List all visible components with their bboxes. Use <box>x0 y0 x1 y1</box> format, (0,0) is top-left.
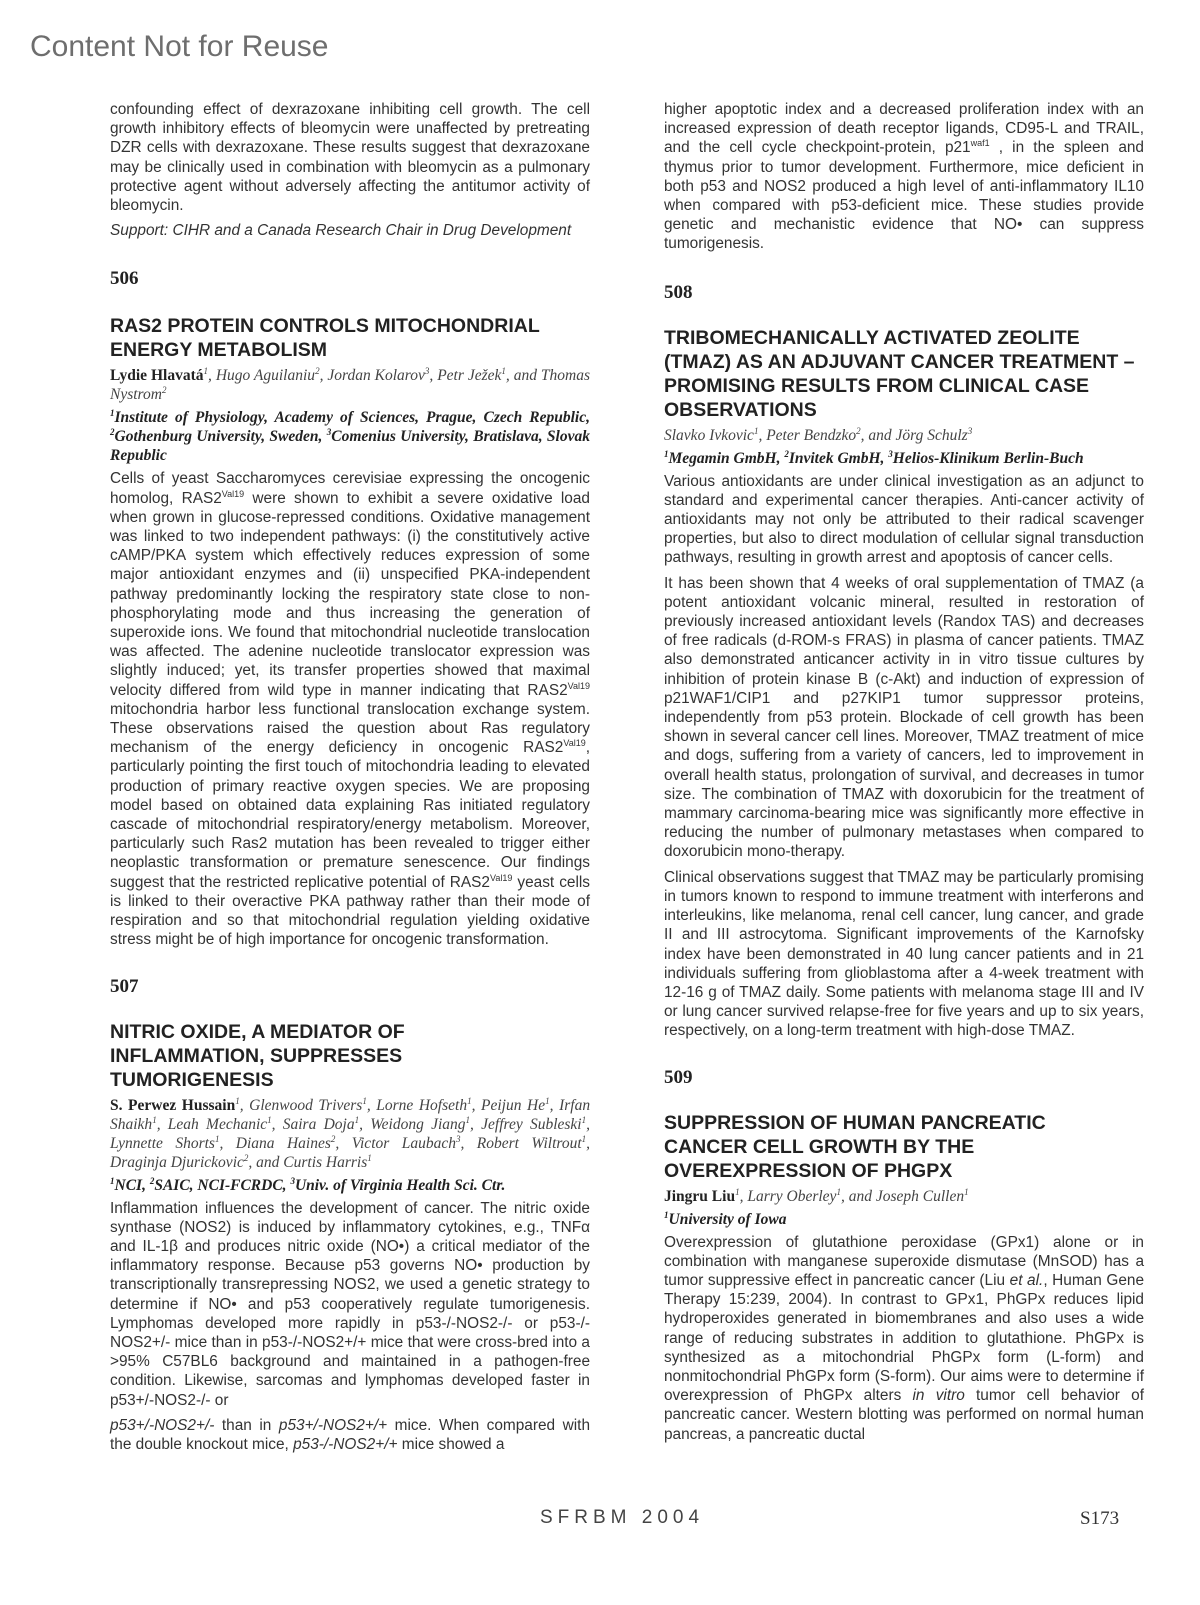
abstract-body: Overexpression of glutathione peroxidase (GPx1) alone or in combination with manganese superoxide dismutase (MnSOD) has a tumor suppressive effect in pancreatic cancer (Liu et al., Human Gene Therapy 15:239, 2004). In contrast to GPx1, PhGPx reduces lipid hydroperoxides generated in biomembranes and also uses a wide range of reducing substrates in addition to glutathione. PhGPx is synthesized as a mitochondrial PhGPx form (L-form) and nonmitochondrial PhGPx form (S-form). Our aims were to determine if overexpression of PhGPx alters in vitro tumor cell behavior of pancreatic cancer. Western blotting was performed on normal human pancreas, a pancreatic ductal <box>664 1233 1145 1443</box>
author: Robert Wiltrout <box>476 1134 582 1152</box>
abstract-number: 509 <box>664 1066 693 1088</box>
author-list: S. Perwez Hussain$^1$, Glenwood Trivers$^1$, Lorne Hofseth$^1$, Peijun He$^1$, Irfan Shaikh$^1$, Leah Mechanic$^1$, Saira Doja$^1$, Weidong Jiang$^1$, Jeffrey Subleski$^1$, Lynnette Shorts$^1$, Diana Haines$^2$, Victor Laubach$^3$, Robert Wiltrout$^1$, Draginja Djurickovic$^2$, and Curtis Harris$^1$ <box>110 1095 591 1171</box>
abstract-paragraph: Various antioxidants are under clinical investigation as an adjunct to standard and experimental cancer therapies. Anti-cancer activity of antioxidants may not only be attributed to their radical scavenger properties, but also to direct modulation of cellular signal transduction pathways, resulting in growth arrest and apoptosis of cancer cells. <box>664 472 1144 567</box>
abstract-title: SUPPRESSION OF HUMAN PANCREATIC CANCER CELL GROWTH BY THE OVEREXPRESSION OF PHGPX <box>664 1111 1046 1182</box>
presenting-author: Lydie Hlavatá <box>110 367 204 385</box>
author: Petr Ježek <box>437 367 502 385</box>
abstract-body-continued: p53+/-NOS2+/- than in p53+/-NOS2+/+ mice. When compared with the double knockout mice, p53-/-NOS2+/+ mice showed a <box>110 1416 591 1453</box>
presenting-author: Jingru Liu <box>664 1187 736 1205</box>
support-note: Support: CIHR and a Canada Research Chair in Drug Development <box>110 222 572 240</box>
author: Lorne Hofseth <box>376 1096 468 1114</box>
affiliations: $^1$University of Iowa <box>664 1209 787 1228</box>
abstract-number: 507 <box>110 975 139 997</box>
abstract-title: NITRIC OXIDE, A MEDIATOR OF INFLAMMATION, SUPPRESSES TUMORIGENESIS <box>110 1020 405 1091</box>
author-list: Jingru Liu$^1$, Larry Oberley$^1$, and Joseph Cullen$^1$ <box>664 1186 969 1205</box>
author-list: Slavko Ivkovic$^1$, Peter Bendzko$^2$, and Jörg Schulz$^3$ <box>664 425 973 444</box>
page-number: S173 <box>1080 1508 1120 1529</box>
journal-footer: SFRBM 2004 <box>540 1507 705 1528</box>
author: Slavko Ivkovic <box>664 426 754 444</box>
author: Irfan Shaikh <box>110 1096 591 1133</box>
author: Jordan Kolarov <box>327 367 425 385</box>
author: Larry Oberley <box>747 1187 837 1205</box>
abstract-509 <box>664 1067 1144 1444</box>
abstract-508 <box>664 282 1144 1041</box>
author: Weidong Jiang <box>370 1115 466 1133</box>
author: Victor Laubach <box>351 1134 456 1152</box>
author-list: Lydie Hlavatá$^1$, Hugo Aguilaniu$^2$, Jordan Kolarov$^3$, Petr Ježek$^1$, and Thomas Nystrom$^2$ <box>110 366 590 404</box>
continuation-507: higher apoptotic index and a decreased proliferation index with an increased expression of death receptor ligands, CD95-L and TRAIL, and the cell cycle checkpoint-protein, $p21^{waf1}$ , in the spleen and thymus prior to tumor development. Furthermore, mice deficient in both p53 and NOS2 produced a high level of anti-inflammatory IL10 when compared with p53-deficient mice. These studies provide genetic and mechanistic evidence that NO• can suppress tumorigenesis. <box>664 101 1144 253</box>
author: Jeffrey Subleski <box>481 1115 582 1133</box>
left-column <box>110 100 590 1460</box>
author: Curtis Harris <box>283 1153 368 1171</box>
author: Draginja Djurickovic <box>110 1153 244 1171</box>
abstract-title: TRIBOMECHANICALLY ACTIVATED ZEOLITE (TMAZ) AS AN ADJUVANT CANCER TREATMENT – PROMISING RESULTS FROM CLINICAL CASE OBSERVATIONS <box>664 326 1135 421</box>
abstract-body: Cells of yeast Saccharomyces cerevisiae expressing the oncogenic homolog, $RAS2^{Val19}$ were shown to exhibit a severe oxidative load when grown in glucose-repressed conditions. Oxidative management was linked to two independent pathways: (i) the constitutively active cAMP/PKA system which effectively reduces expression of some major antioxidant enzymes and (ii) unspecified PKA-independent pathway predominantly locking the respiratory state close to non-phosphorylating mode and thus increasing the generation of superoxide ions. We found that mitochondrial nucleotide translocation was affected. The adenine nucleotide translocator expression was slightly induced; yet, its transfer properties showed that maximal velocity differed from wild type in manner indicating that $RAS2^{Val19}$ mitochondria harbor less functional translocation exchange system. These observations raised the question about Ras regulatory mechanism of the energy deficiency in oncogenic $RAS2^{Val19}$, particularly pointing the first touch of mitochondria leading to elevated production of primary reactive oxygen species. We are proposing model based on obtained data explaining Ras initiated regulatory cascade of mitochondrial respiratory/energy metabolism. Moreover, particularly such Ras2 mutation has been revealed to trigger either neoplastic transformation or premature senescence. Our findings suggest that the restricted replicative potential of $RAS2^{Val19}$ yeast cells is linked to their overactive PKA pathway rather than their mode of respiration and so that mitochondrial regulation yielding oxidative stress might be of high importance for oncogenic transformation. <box>110 470 590 949</box>
author: Diana Haines <box>235 1134 331 1152</box>
affiliations: $^1$Megamin GmbH, $^2$Invitek GmbH, $^3$Helios-Klinikum Berlin-Buch <box>664 448 1084 467</box>
presenting-author: S. Perwez Hussain <box>110 1096 236 1114</box>
abstract-number: 508 <box>664 281 693 303</box>
abstract-paragraph: It has been shown that 4 weeks of oral supplementation of TMAZ (a potent antioxidant volcanic mineral, resulted in restoration of previously increased antioxidant levels (Randox TAS) and decreases of free radicals (d-ROM-s FRAS) in plasma of cancer patients. TMAZ also demonstrated anticancer activity in in vitro tissue cultures by inhibition of protein kinase B (c-Akt) and induction of expression of p21WAF1/CIP1 and p27KIP1 tumor suppressor proteins, independently from p53 protein. Blockade of cell growth has been shown in several cancer cell lines. Moreover, TMAZ treatment of mice and dogs, suffering from a variety of cancers, led to improvement in overall health status, prolongation of survival, and decreases in tumor size. The combination of TMAZ with doxorubicin for the treatment of mammary carcinoma-bearing mice was significantly more effective in reducing the number of pulmonary metastases when compared to doxorubicin mono-therapy. <box>664 574 1144 861</box>
abstract-507 <box>110 976 590 1455</box>
author: Thomas Nystrom <box>110 367 590 404</box>
abstract-title: RAS2 PROTEIN CONTROLS MITOCHONDRIAL ENERGY METABOLISM <box>110 315 540 362</box>
author: Leah Mechanic <box>167 1115 268 1133</box>
affiliations: $^1$NCI, $^2$SAIC, NCI-FCRDC, $^3$Univ. of Virginia Health Sci. Ctr. <box>110 1175 506 1194</box>
abstract-paragraph: Clinical observations suggest that TMAZ may be particularly promising in tumors known to respond to immune treatment with interferons and interleukins, like melanoma, renal cell cancer, lung cancer, and grade II and III astrocytoma. Significant improvements of the Karnofsky index have been demonstrated in 40 lung cancer patients and in 21 individuals suffering from glioblastoma after a 4-week treatment with 12-16 g of TMAZ daily. Some patients with melanoma stage III and IV or lung cancer survived relapse-free for five years and up to six years, respectively, on a long-term treatment with high-dose TMAZ. <box>664 868 1144 1040</box>
abstract-body: Inflammation influences the development of cancer. The nitric oxide synthase (NOS2) is induced by inflammatory cytokines, e.g., TNFα and IL-1β and produces nitric oxide (NO•) a critical mediator of the inflammatory response. Because p53 governs NO• production by transcriptionally transrepressing NOS2, we used a genetic strategy to determine if NO• and p53 cooperatively regulate tumorigenesis. Lymphomas developed more rapidly in p53-/-NOS2-/- or p53-/-NOS2+/- mice than in p53-/-NOS2+/+ mice that were cross-bred into a >95% C57BL6 background and maintained in a pathogen-free condition. Likewise, sarcomas and lymphomas developed faster in p53+/-NOS2-/- or <box>110 1199 590 1409</box>
author: Saira Doja <box>282 1115 355 1133</box>
author: Lynnette Shorts <box>110 1134 215 1152</box>
abstract-506 <box>110 268 590 949</box>
right-column <box>664 100 1144 1450</box>
watermark: Content Not for Reuse <box>30 30 329 63</box>
author: Peter Bendzko <box>766 426 857 444</box>
author: Hugo Aguilaniu <box>215 367 316 385</box>
continuation-text: confounding effect of dexrazoxane inhibiting cell growth. The cell growth inhibitory effects of bleomycin were unaffected by pretreating DZR cells with dexrazoxane. These results suggest that dexrazoxane may be clinically used in combination with bleomycin as a pulmonary protective agent without adversely affecting the antitumor activity of bleomycin. <box>110 101 590 215</box>
affiliations: $^1$Institute of Physiology, Academy of Sciences, Prague, Czech Republic, $^2$Gothenburg University, Sweden, $^3$Comenius University, Bratislava, Slovak Republic <box>110 408 590 465</box>
author: Peijun He <box>481 1096 546 1114</box>
author: Joseph Cullen <box>875 1187 965 1205</box>
abstract-number: 506 <box>110 268 139 290</box>
author: Jörg Schulz <box>895 426 968 444</box>
author: Glenwood Trivers <box>249 1096 363 1114</box>
